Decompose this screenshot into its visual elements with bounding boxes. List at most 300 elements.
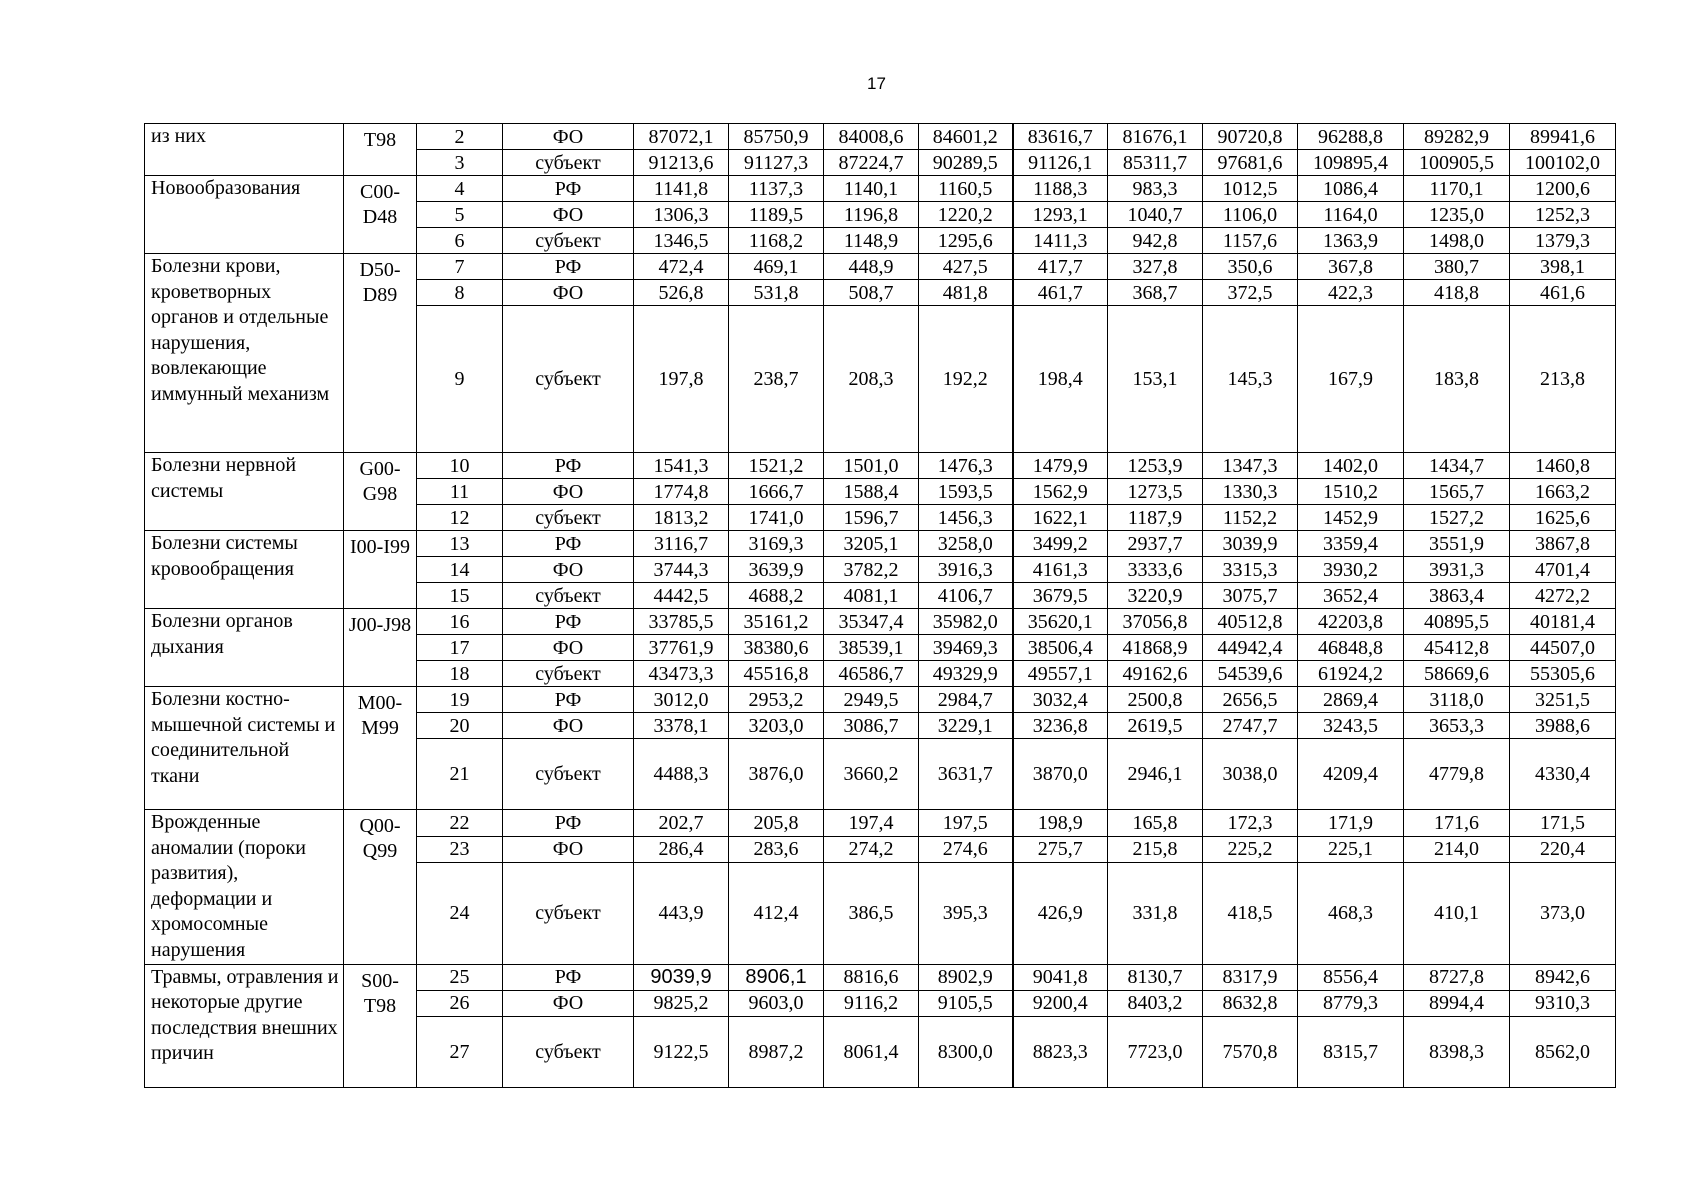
value-cell: 3038,0	[1203, 739, 1298, 810]
value-cell: 1152,2	[1203, 505, 1298, 531]
value-cell: 1527,2	[1404, 505, 1510, 531]
row-number: 14	[417, 557, 503, 583]
icd-code: D50-D89	[344, 254, 417, 453]
value-cell: 422,3	[1298, 280, 1404, 306]
value-cell: 171,5	[1510, 810, 1616, 837]
table-row	[145, 176, 1616, 202]
value-cell: 100905,5	[1404, 150, 1510, 176]
table-row	[145, 810, 1616, 837]
value-cell: 1510,2	[1298, 479, 1404, 505]
value-cell: 274,2	[824, 836, 919, 863]
value-cell: 461,6	[1510, 280, 1616, 306]
value-cell: 1170,1	[1404, 176, 1510, 202]
territory-level: субъект	[503, 1016, 634, 1087]
icd-code: S00-T98	[344, 964, 417, 1087]
table-row	[145, 964, 1616, 990]
value-cell: 8398,3	[1404, 1016, 1510, 1087]
row-number: 2	[417, 124, 503, 150]
value-cell: 3258,0	[919, 531, 1013, 557]
row-number: 8	[417, 280, 503, 306]
value-cell: 89941,6	[1510, 124, 1616, 150]
icd-code: J00-J98	[344, 609, 417, 687]
value-cell: 3744,3	[634, 557, 729, 583]
row-number: 12	[417, 505, 503, 531]
value-cell: 8779,3	[1298, 990, 1404, 1016]
territory-level: РФ	[503, 453, 634, 479]
value-cell: 3863,4	[1404, 583, 1510, 609]
value-cell: 1434,7	[1404, 453, 1510, 479]
value-cell: 37761,9	[634, 635, 729, 661]
value-cell: 1253,9	[1108, 453, 1203, 479]
value-cell: 3931,3	[1404, 557, 1510, 583]
value-cell: 8823,3	[1013, 1016, 1108, 1087]
value-cell: 2619,5	[1108, 713, 1203, 739]
value-cell: 8632,8	[1203, 990, 1298, 1016]
value-cell: 461,7	[1013, 280, 1108, 306]
value-cell: 410,1	[1404, 863, 1510, 964]
value-cell: 87072,1	[634, 124, 729, 150]
row-number: 19	[417, 687, 503, 713]
value-cell: 3551,9	[1404, 531, 1510, 557]
value-cell: 85311,7	[1108, 150, 1203, 176]
value-cell: 49557,1	[1013, 661, 1108, 687]
value-cell: 1235,0	[1404, 202, 1510, 228]
value-cell: 3251,5	[1510, 687, 1616, 713]
value-cell: 4779,8	[1404, 739, 1510, 810]
value-cell: 1625,6	[1510, 505, 1616, 531]
value-cell: 427,5	[919, 254, 1013, 280]
value-cell: 443,9	[634, 863, 729, 964]
value-cell: 448,9	[824, 254, 919, 280]
value-cell: 3870,0	[1013, 739, 1108, 810]
value-cell: 526,8	[634, 280, 729, 306]
value-cell: 45412,8	[1404, 635, 1510, 661]
value-cell: 4106,7	[919, 583, 1013, 609]
value-cell: 198,4	[1013, 306, 1108, 453]
value-cell: 202,7	[634, 810, 729, 837]
value-cell: 368,7	[1108, 280, 1203, 306]
value-cell: 167,9	[1298, 306, 1404, 453]
value-cell: 1188,3	[1013, 176, 1108, 202]
value-cell: 97681,6	[1203, 150, 1298, 176]
value-cell: 1160,5	[919, 176, 1013, 202]
value-cell: 61924,2	[1298, 661, 1404, 687]
value-cell: 171,6	[1404, 810, 1510, 837]
value-cell: 386,5	[824, 863, 919, 964]
value-cell: 372,5	[1203, 280, 1298, 306]
value-cell: 9200,4	[1013, 990, 1108, 1016]
value-cell: 3243,5	[1298, 713, 1404, 739]
value-cell: 327,8	[1108, 254, 1203, 280]
value-cell: 1593,5	[919, 479, 1013, 505]
value-cell: 1220,2	[919, 202, 1013, 228]
territory-level: ФО	[503, 990, 634, 1016]
value-cell: 42203,8	[1298, 609, 1404, 635]
value-cell: 531,8	[729, 280, 824, 306]
territory-level: ФО	[503, 557, 634, 583]
territory-level: ФО	[503, 836, 634, 863]
value-cell: 1140,1	[824, 176, 919, 202]
value-cell: 3499,2	[1013, 531, 1108, 557]
value-cell: 1040,7	[1108, 202, 1203, 228]
value-cell: 418,8	[1404, 280, 1510, 306]
territory-level: субъект	[503, 150, 634, 176]
value-cell: 44507,0	[1510, 635, 1616, 661]
value-cell: 1460,8	[1510, 453, 1616, 479]
value-cell: 4161,3	[1013, 557, 1108, 583]
value-cell: 58669,6	[1404, 661, 1510, 687]
row-number: 23	[417, 836, 503, 863]
value-cell: 2747,7	[1203, 713, 1298, 739]
value-cell: 942,8	[1108, 228, 1203, 254]
territory-level: РФ	[503, 254, 634, 280]
row-number: 5	[417, 202, 503, 228]
value-cell: 1106,0	[1203, 202, 1298, 228]
table-row	[145, 453, 1616, 479]
value-cell: 3205,1	[824, 531, 919, 557]
value-cell: 1137,3	[729, 176, 824, 202]
value-cell: 1774,8	[634, 479, 729, 505]
value-cell: 1596,7	[824, 505, 919, 531]
value-cell: 33785,5	[634, 609, 729, 635]
icd-code: I00-I99	[344, 531, 417, 609]
value-cell: 3075,7	[1203, 583, 1298, 609]
value-cell: 7723,0	[1108, 1016, 1203, 1087]
icd-code: T98	[344, 124, 417, 176]
icd-code: G00-G98	[344, 453, 417, 531]
value-cell: 481,8	[919, 280, 1013, 306]
icd-code: C00-D48	[344, 176, 417, 254]
row-number: 21	[417, 739, 503, 810]
territory-level: субъект	[503, 863, 634, 964]
value-cell: 1565,7	[1404, 479, 1510, 505]
icd-code: M00-M99	[344, 687, 417, 810]
table-row	[145, 531, 1616, 557]
value-cell: 3652,4	[1298, 583, 1404, 609]
value-cell: 46586,7	[824, 661, 919, 687]
value-cell: 1148,9	[824, 228, 919, 254]
value-cell: 7570,8	[1203, 1016, 1298, 1087]
row-number: 9	[417, 306, 503, 453]
row-number: 18	[417, 661, 503, 687]
value-cell: 1402,0	[1298, 453, 1404, 479]
territory-level: ФО	[503, 124, 634, 150]
value-cell: 373,0	[1510, 863, 1616, 964]
value-cell: 3333,6	[1108, 557, 1203, 583]
value-cell: 1411,3	[1013, 228, 1108, 254]
territory-level: ФО	[503, 280, 634, 306]
value-cell: 91213,6	[634, 150, 729, 176]
value-cell: 1012,5	[1203, 176, 1298, 202]
value-cell: 8556,4	[1298, 964, 1404, 990]
value-cell: 9825,2	[634, 990, 729, 1016]
row-number: 7	[417, 254, 503, 280]
value-cell: 1588,4	[824, 479, 919, 505]
value-cell: 81676,1	[1108, 124, 1203, 150]
value-cell: 87224,7	[824, 150, 919, 176]
value-cell: 9116,2	[824, 990, 919, 1016]
value-cell: 4081,1	[824, 583, 919, 609]
value-cell: 1663,2	[1510, 479, 1616, 505]
value-cell: 9039,9	[634, 964, 729, 990]
value-cell: 84601,2	[919, 124, 1013, 150]
value-cell: 35347,4	[824, 609, 919, 635]
value-cell: 1476,3	[919, 453, 1013, 479]
territory-level: субъект	[503, 505, 634, 531]
value-cell: 153,1	[1108, 306, 1203, 453]
value-cell: 8130,7	[1108, 964, 1203, 990]
value-cell: 46848,8	[1298, 635, 1404, 661]
value-cell: 3867,8	[1510, 531, 1616, 557]
value-cell: 37056,8	[1108, 609, 1203, 635]
value-cell: 1479,9	[1013, 453, 1108, 479]
value-cell: 412,4	[729, 863, 824, 964]
value-cell: 9122,5	[634, 1016, 729, 1087]
value-cell: 3916,3	[919, 557, 1013, 583]
value-cell: 9041,8	[1013, 964, 1108, 990]
value-cell: 3039,9	[1203, 531, 1298, 557]
row-number: 13	[417, 531, 503, 557]
value-cell: 1456,3	[919, 505, 1013, 531]
value-cell: 83616,7	[1013, 124, 1108, 150]
value-cell: 1363,9	[1298, 228, 1404, 254]
value-cell: 3653,3	[1404, 713, 1510, 739]
value-cell: 983,3	[1108, 176, 1203, 202]
value-cell: 100102,0	[1510, 150, 1616, 176]
value-cell: 4209,4	[1298, 739, 1404, 810]
value-cell: 9603,0	[729, 990, 824, 1016]
value-cell: 55305,6	[1510, 661, 1616, 687]
value-cell: 35982,0	[919, 609, 1013, 635]
table-row	[145, 254, 1616, 280]
value-cell: 1196,8	[824, 202, 919, 228]
row-number: 26	[417, 990, 503, 1016]
row-number: 11	[417, 479, 503, 505]
value-cell: 1330,3	[1203, 479, 1298, 505]
territory-level: РФ	[503, 687, 634, 713]
value-cell: 3639,9	[729, 557, 824, 583]
value-cell: 213,8	[1510, 306, 1616, 453]
disease-class-name: Врожденные аномалии (пороки развития), деформации и хромосомные нарушения	[145, 810, 344, 965]
value-cell: 1666,7	[729, 479, 824, 505]
value-cell: 1346,5	[634, 228, 729, 254]
value-cell: 49162,6	[1108, 661, 1203, 687]
territory-level: ФО	[503, 635, 634, 661]
value-cell: 8902,9	[919, 964, 1013, 990]
value-cell: 8300,0	[919, 1016, 1013, 1087]
value-cell: 91127,3	[729, 150, 824, 176]
territory-level: субъект	[503, 583, 634, 609]
value-cell: 3116,7	[634, 531, 729, 557]
value-cell: 3782,2	[824, 557, 919, 583]
value-cell: 3118,0	[1404, 687, 1510, 713]
value-cell: 172,3	[1203, 810, 1298, 837]
territory-level: субъект	[503, 739, 634, 810]
value-cell: 286,4	[634, 836, 729, 863]
value-cell: 468,3	[1298, 863, 1404, 964]
value-cell: 45516,8	[729, 661, 824, 687]
value-cell: 472,4	[634, 254, 729, 280]
territory-level: субъект	[503, 661, 634, 687]
value-cell: 3236,8	[1013, 713, 1108, 739]
value-cell: 35161,2	[729, 609, 824, 635]
value-cell: 1295,6	[919, 228, 1013, 254]
value-cell: 198,9	[1013, 810, 1108, 837]
value-cell: 38380,6	[729, 635, 824, 661]
value-cell: 1273,5	[1108, 479, 1203, 505]
value-cell: 1498,0	[1404, 228, 1510, 254]
value-cell: 90720,8	[1203, 124, 1298, 150]
value-cell: 1562,9	[1013, 479, 1108, 505]
row-number: 24	[417, 863, 503, 964]
value-cell: 84008,6	[824, 124, 919, 150]
value-cell: 1141,8	[634, 176, 729, 202]
value-cell: 8315,7	[1298, 1016, 1404, 1087]
territory-level: ФО	[503, 202, 634, 228]
value-cell: 3930,2	[1298, 557, 1404, 583]
value-cell: 426,9	[1013, 863, 1108, 964]
value-cell: 43473,3	[634, 661, 729, 687]
value-cell: 1452,9	[1298, 505, 1404, 531]
row-number: 20	[417, 713, 503, 739]
disease-class-name: из них	[145, 124, 344, 176]
territory-level: субъект	[503, 306, 634, 453]
morbidity-table	[144, 123, 1616, 1088]
value-cell: 367,8	[1298, 254, 1404, 280]
value-cell: 2949,5	[824, 687, 919, 713]
row-number: 22	[417, 810, 503, 837]
value-cell: 2984,7	[919, 687, 1013, 713]
value-cell: 3012,0	[634, 687, 729, 713]
value-cell: 3359,4	[1298, 531, 1404, 557]
value-cell: 2953,2	[729, 687, 824, 713]
disease-class-name: Новообразования	[145, 176, 344, 254]
value-cell: 2869,4	[1298, 687, 1404, 713]
value-cell: 192,2	[919, 306, 1013, 453]
value-cell: 41868,9	[1108, 635, 1203, 661]
value-cell: 331,8	[1108, 863, 1203, 964]
territory-level: РФ	[503, 176, 634, 202]
value-cell: 3203,0	[729, 713, 824, 739]
disease-class-name: Болезни костно-мышечной системы и соединительной ткани	[145, 687, 344, 810]
value-cell: 508,7	[824, 280, 919, 306]
row-number: 16	[417, 609, 503, 635]
row-number: 15	[417, 583, 503, 609]
value-cell: 215,8	[1108, 836, 1203, 863]
value-cell: 214,0	[1404, 836, 1510, 863]
value-cell: 171,9	[1298, 810, 1404, 837]
value-cell: 145,3	[1203, 306, 1298, 453]
territory-level: ФО	[503, 479, 634, 505]
icd-code: Q00-Q99	[344, 810, 417, 965]
value-cell: 225,2	[1203, 836, 1298, 863]
value-cell: 8727,8	[1404, 964, 1510, 990]
value-cell: 96288,8	[1298, 124, 1404, 150]
disease-class-name: Болезни системы кровообращения	[145, 531, 344, 609]
value-cell: 1189,5	[729, 202, 824, 228]
value-cell: 1157,6	[1203, 228, 1298, 254]
value-cell: 1541,3	[634, 453, 729, 479]
row-number: 6	[417, 228, 503, 254]
value-cell: 2946,1	[1108, 739, 1203, 810]
value-cell: 1622,1	[1013, 505, 1108, 531]
row-number: 27	[417, 1016, 503, 1087]
value-cell: 9310,3	[1510, 990, 1616, 1016]
value-cell: 418,5	[1203, 863, 1298, 964]
value-cell: 197,8	[634, 306, 729, 453]
table-row	[145, 124, 1616, 150]
value-cell: 4272,2	[1510, 583, 1616, 609]
value-cell: 1187,9	[1108, 505, 1203, 531]
value-cell: 3988,6	[1510, 713, 1616, 739]
value-cell: 8562,0	[1510, 1016, 1616, 1087]
value-cell: 89282,9	[1404, 124, 1510, 150]
value-cell: 85750,9	[729, 124, 824, 150]
value-cell: 38506,4	[1013, 635, 1108, 661]
value-cell: 205,8	[729, 810, 824, 837]
value-cell: 225,1	[1298, 836, 1404, 863]
value-cell: 54539,6	[1203, 661, 1298, 687]
value-cell: 4701,4	[1510, 557, 1616, 583]
disease-class-name: Болезни нервной системы	[145, 453, 344, 531]
value-cell: 3679,5	[1013, 583, 1108, 609]
territory-level: РФ	[503, 810, 634, 837]
value-cell: 4688,2	[729, 583, 824, 609]
value-cell: 1086,4	[1298, 176, 1404, 202]
value-cell: 90289,5	[919, 150, 1013, 176]
row-number: 3	[417, 150, 503, 176]
value-cell: 40181,4	[1510, 609, 1616, 635]
row-number: 25	[417, 964, 503, 990]
value-cell: 183,8	[1404, 306, 1510, 453]
value-cell: 35620,1	[1013, 609, 1108, 635]
value-cell: 197,4	[824, 810, 919, 837]
value-cell: 38539,1	[824, 635, 919, 661]
value-cell: 238,7	[729, 306, 824, 453]
value-cell: 1813,2	[634, 505, 729, 531]
disease-class-name: Болезни органов дыхания	[145, 609, 344, 687]
value-cell: 2500,8	[1108, 687, 1203, 713]
value-cell: 1501,0	[824, 453, 919, 479]
value-cell: 91126,1	[1013, 150, 1108, 176]
value-cell: 4442,5	[634, 583, 729, 609]
territory-level: РФ	[503, 531, 634, 557]
value-cell: 3086,7	[824, 713, 919, 739]
value-cell: 350,6	[1203, 254, 1298, 280]
value-cell: 3220,9	[1108, 583, 1203, 609]
row-number: 4	[417, 176, 503, 202]
value-cell: 3876,0	[729, 739, 824, 810]
value-cell: 1347,3	[1203, 453, 1298, 479]
value-cell: 9105,5	[919, 990, 1013, 1016]
disease-class-name: Болезни крови, кроветворных органов и отдельные нарушения, вовлекающие иммунный механизм	[145, 254, 344, 453]
value-cell: 8317,9	[1203, 964, 1298, 990]
value-cell: 109895,4	[1298, 150, 1404, 176]
value-cell: 3229,1	[919, 713, 1013, 739]
value-cell: 1168,2	[729, 228, 824, 254]
value-cell: 4488,3	[634, 739, 729, 810]
value-cell: 3631,7	[919, 739, 1013, 810]
value-cell: 1521,2	[729, 453, 824, 479]
territory-level: ФО	[503, 713, 634, 739]
value-cell: 275,7	[1013, 836, 1108, 863]
value-cell: 40895,5	[1404, 609, 1510, 635]
value-cell: 44942,4	[1203, 635, 1298, 661]
value-cell: 3315,3	[1203, 557, 1298, 583]
value-cell: 395,3	[919, 863, 1013, 964]
value-cell: 3169,3	[729, 531, 824, 557]
value-cell: 8403,2	[1108, 990, 1203, 1016]
